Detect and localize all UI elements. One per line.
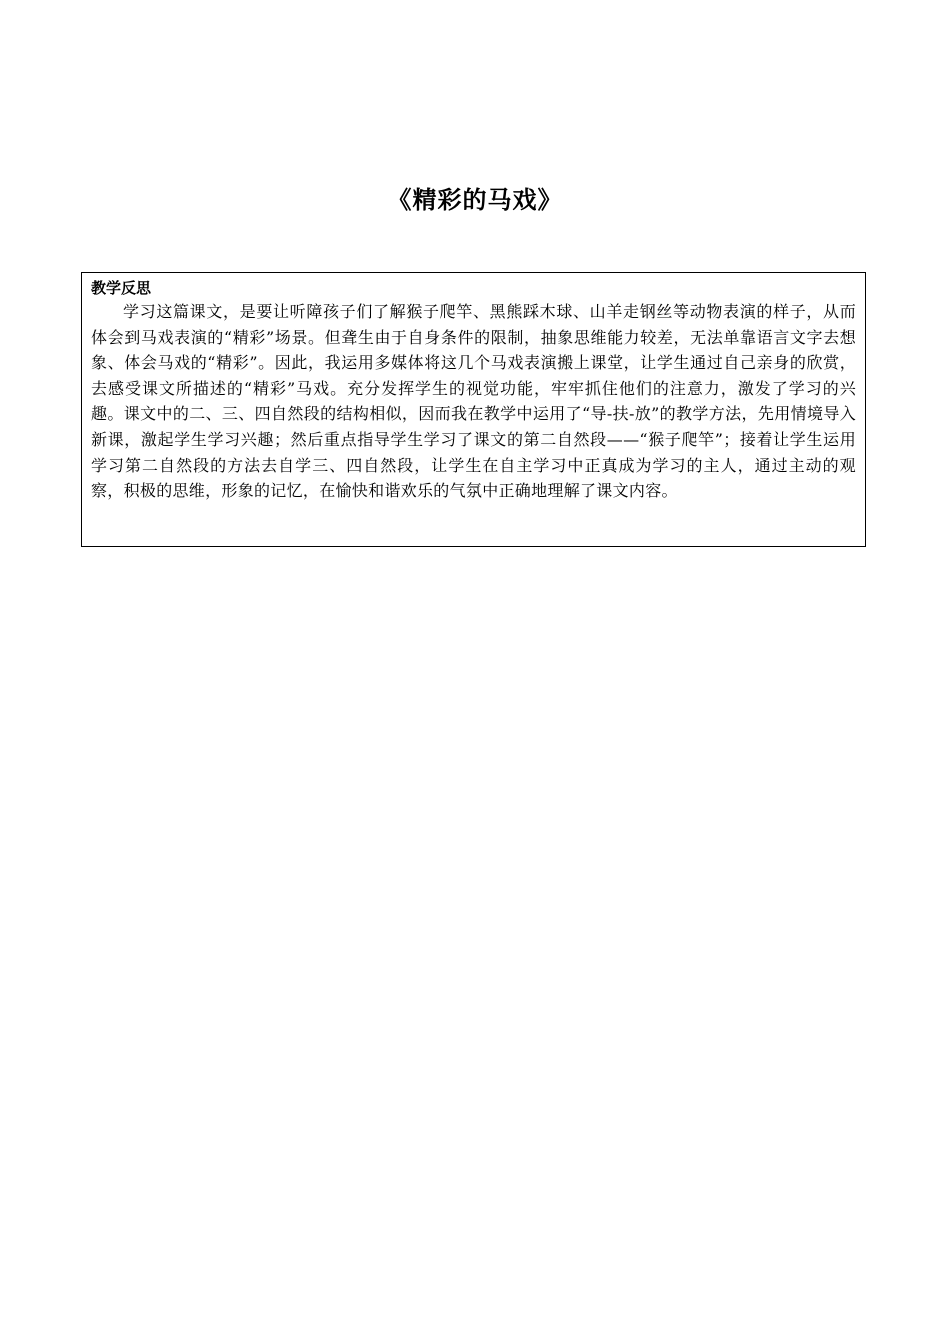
page-title: 《精彩的马戏》: [387, 186, 563, 214]
reflection-box: [81, 272, 866, 547]
section-heading: 教学反思: [91, 279, 152, 297]
section-body: 学习这篇课文，是要让听障孩子们了解猴子爬竿、黑熊踩木球、山羊走钢丝等动物表演的样子，从而体会到马戏表演的“精彩”场景。但聋生由于自身条件的限制，抽象思维能力较差，无法单靠语言文字去想象、体会马戏的“精彩”。因此，我运用多媒体将这几个马戏表演搬上课堂，让学生通过自己亲身的欣赏，去感受课文所描述的“精彩”马戏。充分发挥学生的视觉功能，牢牢抓住他们的注意力，激发了学习的兴趣。课文中的二、三、四自然段的结构相似，因而我在教学中运用了“导-扶-放”的教学方法，先用情境导入新课，激起学生学习兴趣；然后重点指导学生学习了课文的第二自然段——“猴子爬竿”；接着让学生运用学习第二自然段的方法去自学三、四自然段，让学生在自主学习中正真成为学习的主人，通过主动的观察，积极的思维，形象的记忆，在愉快和谐欢乐的气氛中正确地理解了课文内容。: [91, 302, 856, 501]
